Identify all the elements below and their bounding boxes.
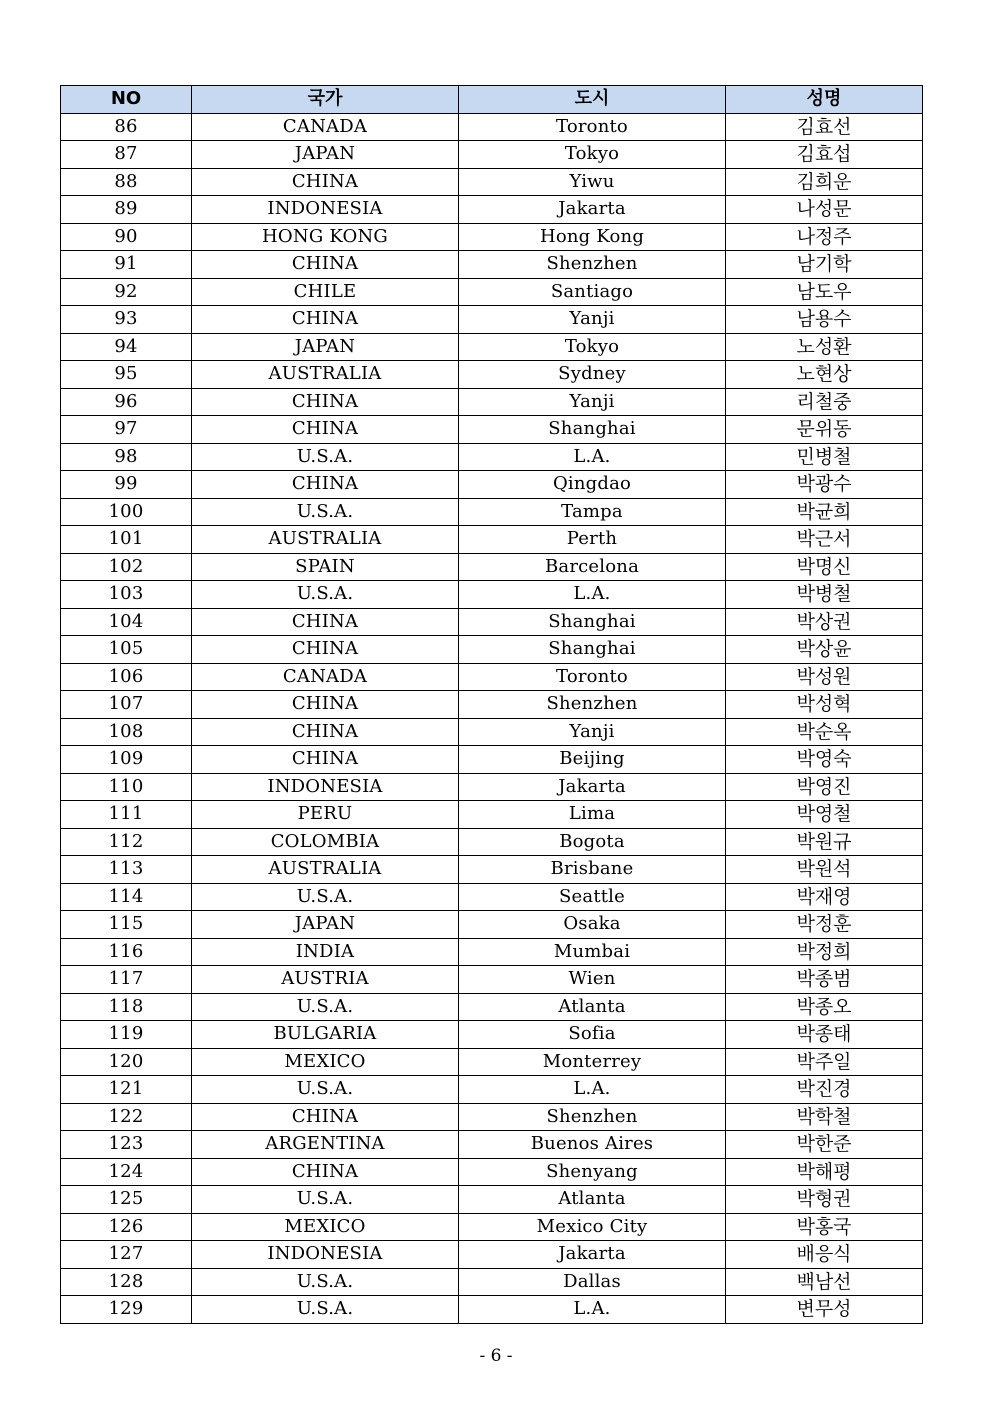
cell-city: Shanghai: [459, 416, 726, 444]
cell-name: 민병철: [726, 443, 923, 471]
cell-country: U.S.A.: [192, 993, 459, 1021]
cell-city: L.A.: [459, 1076, 726, 1104]
cell-no: 116: [61, 938, 192, 966]
table-row: [61, 993, 923, 1021]
cell-city: L.A.: [459, 581, 726, 609]
cell-no: 123: [61, 1131, 192, 1159]
cell-no: 120: [61, 1048, 192, 1076]
header-country: 국가: [192, 86, 459, 114]
table-row: [61, 251, 923, 279]
cell-city: Toronto: [459, 663, 726, 691]
cell-name: 박진경: [726, 1076, 923, 1104]
cell-no: 87: [61, 141, 192, 169]
cell-name: 박명신: [726, 553, 923, 581]
table-row: [61, 883, 923, 911]
cell-city: Tokyo: [459, 333, 726, 361]
cell-name: 박상윤: [726, 636, 923, 664]
cell-name: 박성원: [726, 663, 923, 691]
cell-country: CHINA: [192, 306, 459, 334]
cell-name: 남용수: [726, 306, 923, 334]
table-row: [61, 526, 923, 554]
cell-country: JAPAN: [192, 141, 459, 169]
cell-no: 101: [61, 526, 192, 554]
cell-country: CHINA: [192, 471, 459, 499]
cell-country: U.S.A.: [192, 1268, 459, 1296]
cell-city: Shenzhen: [459, 691, 726, 719]
cell-city: Monterrey: [459, 1048, 726, 1076]
cell-city: Yanji: [459, 718, 726, 746]
cell-no: 128: [61, 1268, 192, 1296]
cell-no: 92: [61, 278, 192, 306]
cell-city: Beijing: [459, 746, 726, 774]
cell-country: U.S.A.: [192, 581, 459, 609]
table-row: [61, 1048, 923, 1076]
cell-city: Jakarta: [459, 1241, 726, 1269]
table-row: [61, 141, 923, 169]
cell-no: 117: [61, 966, 192, 994]
cell-country: U.S.A.: [192, 443, 459, 471]
table-row: [61, 746, 923, 774]
cell-name: 박원규: [726, 828, 923, 856]
table-row: [61, 416, 923, 444]
cell-no: 100: [61, 498, 192, 526]
cell-city: Osaka: [459, 911, 726, 939]
cell-name: 박형권: [726, 1186, 923, 1214]
cell-name: 배응식: [726, 1241, 923, 1269]
cell-name: 박병철: [726, 581, 923, 609]
cell-country: U.S.A.: [192, 1076, 459, 1104]
cell-name: 변무성: [726, 1296, 923, 1324]
table-row: [61, 306, 923, 334]
cell-city: Jakarta: [459, 196, 726, 224]
cell-country: PERU: [192, 801, 459, 829]
cell-name: 박상권: [726, 608, 923, 636]
cell-country: JAPAN: [192, 911, 459, 939]
cell-country: AUSTRALIA: [192, 526, 459, 554]
cell-city: Jakarta: [459, 773, 726, 801]
cell-country: CHINA: [192, 388, 459, 416]
cell-no: 89: [61, 196, 192, 224]
table-row: [61, 361, 923, 389]
table-row: [61, 856, 923, 884]
cell-country: ARGENTINA: [192, 1131, 459, 1159]
cell-no: 112: [61, 828, 192, 856]
header-no: NO: [61, 86, 192, 114]
page-number: - 6 -: [479, 1346, 513, 1366]
cell-no: 95: [61, 361, 192, 389]
cell-city: Bogota: [459, 828, 726, 856]
cell-name: 박균희: [726, 498, 923, 526]
cell-city: Shenyang: [459, 1158, 726, 1186]
cell-no: 97: [61, 416, 192, 444]
cell-name: 박순옥: [726, 718, 923, 746]
cell-name: 박영진: [726, 773, 923, 801]
cell-no: 107: [61, 691, 192, 719]
cell-country: CANADA: [192, 113, 459, 141]
cell-country: CHILE: [192, 278, 459, 306]
table-row: [61, 938, 923, 966]
cell-country: CHINA: [192, 168, 459, 196]
cell-no: 93: [61, 306, 192, 334]
table-row: [61, 388, 923, 416]
cell-no: 86: [61, 113, 192, 141]
table-row: [61, 1241, 923, 1269]
table-row: [61, 1076, 923, 1104]
cell-name: 박주일: [726, 1048, 923, 1076]
cell-country: U.S.A.: [192, 498, 459, 526]
cell-name: 박홍국: [726, 1213, 923, 1241]
table-row: [61, 1296, 923, 1324]
cell-city: Sofia: [459, 1021, 726, 1049]
cell-city: Shenzhen: [459, 251, 726, 279]
cell-name: 박근서: [726, 526, 923, 554]
cell-country: CHINA: [192, 636, 459, 664]
cell-name: 박학철: [726, 1103, 923, 1131]
cell-name: 김효섭: [726, 141, 923, 169]
cell-no: 125: [61, 1186, 192, 1214]
cell-country: CHINA: [192, 691, 459, 719]
cell-name: 박해평: [726, 1158, 923, 1186]
cell-city: Tampa: [459, 498, 726, 526]
cell-country: AUSTRALIA: [192, 856, 459, 884]
header-city: 도시: [459, 86, 726, 114]
cell-city: Wien: [459, 966, 726, 994]
cell-no: 119: [61, 1021, 192, 1049]
cell-no: 98: [61, 443, 192, 471]
cell-name: 박영숙: [726, 746, 923, 774]
cell-no: 103: [61, 581, 192, 609]
cell-no: 91: [61, 251, 192, 279]
table-row: [61, 498, 923, 526]
cell-name: 문위동: [726, 416, 923, 444]
cell-name: 나성문: [726, 196, 923, 224]
cell-country: HONG KONG: [192, 223, 459, 251]
cell-no: 111: [61, 801, 192, 829]
table-row: [61, 1268, 923, 1296]
cell-name: 노성환: [726, 333, 923, 361]
cell-city: L.A.: [459, 443, 726, 471]
cell-name: 박광수: [726, 471, 923, 499]
cell-name: 박재영: [726, 883, 923, 911]
cell-country: INDONESIA: [192, 1241, 459, 1269]
cell-no: 108: [61, 718, 192, 746]
cell-city: Buenos Aires: [459, 1131, 726, 1159]
cell-city: Seattle: [459, 883, 726, 911]
cell-country: CHINA: [192, 1103, 459, 1131]
cell-city: Hong Kong: [459, 223, 726, 251]
table-row: [61, 223, 923, 251]
cell-no: 115: [61, 911, 192, 939]
cell-no: 127: [61, 1241, 192, 1269]
cell-name: 박영철: [726, 801, 923, 829]
cell-country: BULGARIA: [192, 1021, 459, 1049]
cell-country: U.S.A.: [192, 1296, 459, 1324]
roster-table: [60, 85, 923, 1324]
cell-city: Yanji: [459, 388, 726, 416]
cell-no: 129: [61, 1296, 192, 1324]
cell-country: AUSTRALIA: [192, 361, 459, 389]
table-row: [61, 333, 923, 361]
cell-name: 리철중: [726, 388, 923, 416]
cell-name: 박정희: [726, 938, 923, 966]
cell-no: 124: [61, 1158, 192, 1186]
cell-no: 121: [61, 1076, 192, 1104]
cell-name: 박한준: [726, 1131, 923, 1159]
cell-city: Shanghai: [459, 608, 726, 636]
cell-no: 118: [61, 993, 192, 1021]
table-row: [61, 718, 923, 746]
cell-city: Shanghai: [459, 636, 726, 664]
table-row: [61, 1131, 923, 1159]
cell-city: Perth: [459, 526, 726, 554]
header-name: 성명: [726, 86, 923, 114]
cell-name: 나정주: [726, 223, 923, 251]
table-row: [61, 168, 923, 196]
cell-no: 90: [61, 223, 192, 251]
cell-no: 96: [61, 388, 192, 416]
cell-name: 박종태: [726, 1021, 923, 1049]
cell-city: Atlanta: [459, 993, 726, 1021]
table-row: [61, 966, 923, 994]
cell-city: Dallas: [459, 1268, 726, 1296]
cell-name: 김희운: [726, 168, 923, 196]
cell-country: COLOMBIA: [192, 828, 459, 856]
table-row: [61, 278, 923, 306]
cell-no: 99: [61, 471, 192, 499]
cell-city: Mumbai: [459, 938, 726, 966]
cell-no: 126: [61, 1213, 192, 1241]
table-row: [61, 581, 923, 609]
cell-no: 94: [61, 333, 192, 361]
table-row: [61, 828, 923, 856]
table-row: [61, 608, 923, 636]
cell-country: CANADA: [192, 663, 459, 691]
cell-name: 남기학: [726, 251, 923, 279]
cell-name: 박종오: [726, 993, 923, 1021]
cell-city: Tokyo: [459, 141, 726, 169]
cell-city: Brisbane: [459, 856, 726, 884]
cell-no: 102: [61, 553, 192, 581]
cell-country: MEXICO: [192, 1048, 459, 1076]
table-row: [61, 911, 923, 939]
cell-country: AUSTRIA: [192, 966, 459, 994]
cell-country: CHINA: [192, 1158, 459, 1186]
cell-country: SPAIN: [192, 553, 459, 581]
cell-city: Yiwu: [459, 168, 726, 196]
cell-country: CHINA: [192, 746, 459, 774]
table-row: [61, 1158, 923, 1186]
cell-no: 110: [61, 773, 192, 801]
cell-name: 노현상: [726, 361, 923, 389]
cell-no: 88: [61, 168, 192, 196]
cell-name: 남도우: [726, 278, 923, 306]
cell-no: 105: [61, 636, 192, 664]
cell-country: CHINA: [192, 416, 459, 444]
cell-name: 백남선: [726, 1268, 923, 1296]
cell-country: U.S.A.: [192, 1186, 459, 1214]
cell-country: CHINA: [192, 718, 459, 746]
table-row: [61, 663, 923, 691]
table-row: [61, 691, 923, 719]
table-row: [61, 801, 923, 829]
cell-name: 박정훈: [726, 911, 923, 939]
cell-city: Mexico City: [459, 1213, 726, 1241]
table-row: [61, 553, 923, 581]
cell-no: 122: [61, 1103, 192, 1131]
table-row: [61, 1021, 923, 1049]
cell-country: CHINA: [192, 251, 459, 279]
table-row: [61, 471, 923, 499]
table-row: [61, 113, 923, 141]
table-row: [61, 773, 923, 801]
cell-no: 106: [61, 663, 192, 691]
cell-city: Toronto: [459, 113, 726, 141]
table-body: [61, 113, 923, 1323]
cell-no: 113: [61, 856, 192, 884]
cell-country: INDONESIA: [192, 773, 459, 801]
table-row: [61, 196, 923, 224]
table-row: [61, 1186, 923, 1214]
cell-city: Atlanta: [459, 1186, 726, 1214]
cell-country: INDONESIA: [192, 196, 459, 224]
cell-name: 김효선: [726, 113, 923, 141]
cell-city: Qingdao: [459, 471, 726, 499]
cell-country: U.S.A.: [192, 883, 459, 911]
cell-no: 109: [61, 746, 192, 774]
cell-no: 114: [61, 883, 192, 911]
cell-name: 박종범: [726, 966, 923, 994]
cell-city: Yanji: [459, 306, 726, 334]
cell-country: JAPAN: [192, 333, 459, 361]
table-header-row: [61, 86, 923, 114]
cell-country: CHINA: [192, 608, 459, 636]
cell-name: 박원석: [726, 856, 923, 884]
cell-city: Lima: [459, 801, 726, 829]
cell-city: L.A.: [459, 1296, 726, 1324]
cell-name: 박성혁: [726, 691, 923, 719]
table-row: [61, 1103, 923, 1131]
cell-country: INDIA: [192, 938, 459, 966]
cell-city: Barcelona: [459, 553, 726, 581]
cell-no: 104: [61, 608, 192, 636]
cell-city: Shenzhen: [459, 1103, 726, 1131]
cell-city: Sydney: [459, 361, 726, 389]
cell-country: MEXICO: [192, 1213, 459, 1241]
table-row: [61, 636, 923, 664]
table-row: [61, 1213, 923, 1241]
cell-city: Santiago: [459, 278, 726, 306]
table-row: [61, 443, 923, 471]
